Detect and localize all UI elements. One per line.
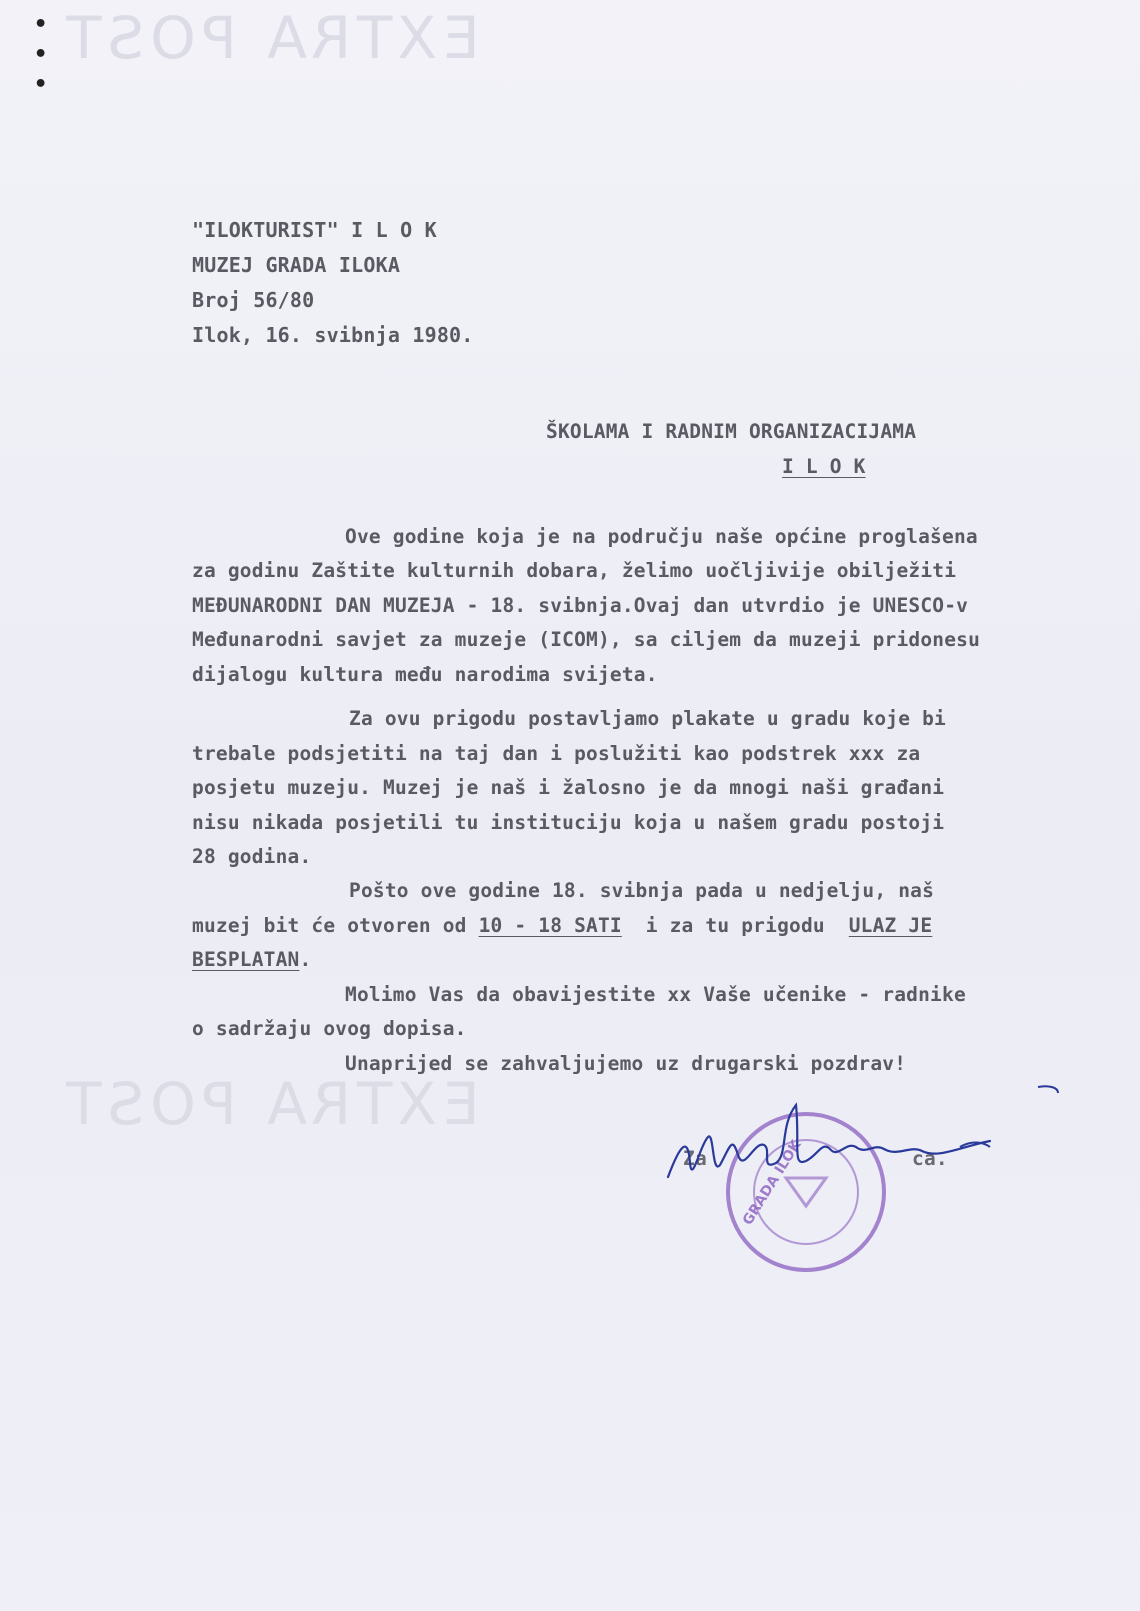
letter-date: Ilok, 16. svibnja 1980.: [192, 323, 474, 347]
signature-prefix: Za: [683, 1147, 707, 1170]
watermark-middle: EXTRA POST: [60, 1070, 480, 1138]
sender-institution: MUZEJ GRADA ILOKA: [192, 253, 401, 277]
paragraph-2-line: trebale podsjetiti na taj dan i poslužiti kao podstrek xxx za: [192, 742, 921, 765]
free-entry-2: BESPLATAN: [192, 948, 300, 971]
reference-number: Broj 56/80: [192, 288, 315, 312]
paragraph-1-line: za godinu Zaštite kulturnih dobara, želimo uočljivije obilježiti: [192, 559, 957, 582]
opening-hours: 10 - 18 SATI: [478, 914, 622, 937]
paragraph-1-line: Ove godine koja je na području naše općine proglašena: [345, 525, 978, 548]
stamp-text: GRADA ILOK: [739, 1137, 805, 1229]
paragraph-3-line: Pošto ove godine 18. svibnja pada u nedjelju, naš: [349, 879, 935, 902]
paragraph-2-line: Za ovu prigodu postavljamo plakate u gradu koje bi: [349, 707, 946, 730]
paragraph-4-line: Molimo Vas da obavijestite xx Vaše učenike - radnike: [345, 983, 966, 1006]
paragraph-1-line: Međunarodni savjet za muzeje (ICOM), sa ciljem da muzeji pridonesu: [192, 628, 981, 651]
edge-marks: • • •: [34, 12, 48, 97]
paragraph-2-line: posjetu muzeju. Muzej je naš i žalosno je da mnogi naši građani: [192, 776, 945, 799]
handwritten-signature: [660, 1085, 1060, 1225]
watermark-top: EXTRA POST: [60, 4, 480, 72]
closing-line: Unaprijed se zahvaljujemo uz drugarski pozdrav!: [345, 1052, 907, 1075]
opening-text: muzej bit će otvoren od: [192, 914, 479, 937]
paragraph-2-line: nisu nikada posjetili tu instituciju koja u našem gradu postoji: [192, 811, 945, 834]
signature-suffix: ca.: [912, 1147, 948, 1170]
paragraph-3-line: BESPLATAN.: [192, 948, 312, 971]
paragraph-1-line: MEĐUNARODNI DAN MUZEJA - 18. svibnja.Ovaj dan utvrdio je UNESCO-v: [192, 594, 969, 617]
paragraph-1-line: dijalogu kultura među narodima svijeta.: [192, 663, 658, 686]
recipient-line-2: I L O K: [782, 455, 866, 478]
paragraph-4-line: o sadržaju ovog dopisa.: [192, 1017, 467, 1040]
free-entry-1: ULAZ JE: [848, 914, 933, 937]
paragraph-3-line: [192, 914, 932, 937]
occasion-text: i za tu prigodu: [621, 914, 849, 937]
paragraph-2-line: 28 godina.: [192, 845, 312, 868]
recipient-line-1: ŠKOLAMA I RADNIM ORGANIZACIJAMA: [546, 420, 917, 443]
sender-name: "ILOKTURIST" I L O K: [192, 218, 437, 242]
